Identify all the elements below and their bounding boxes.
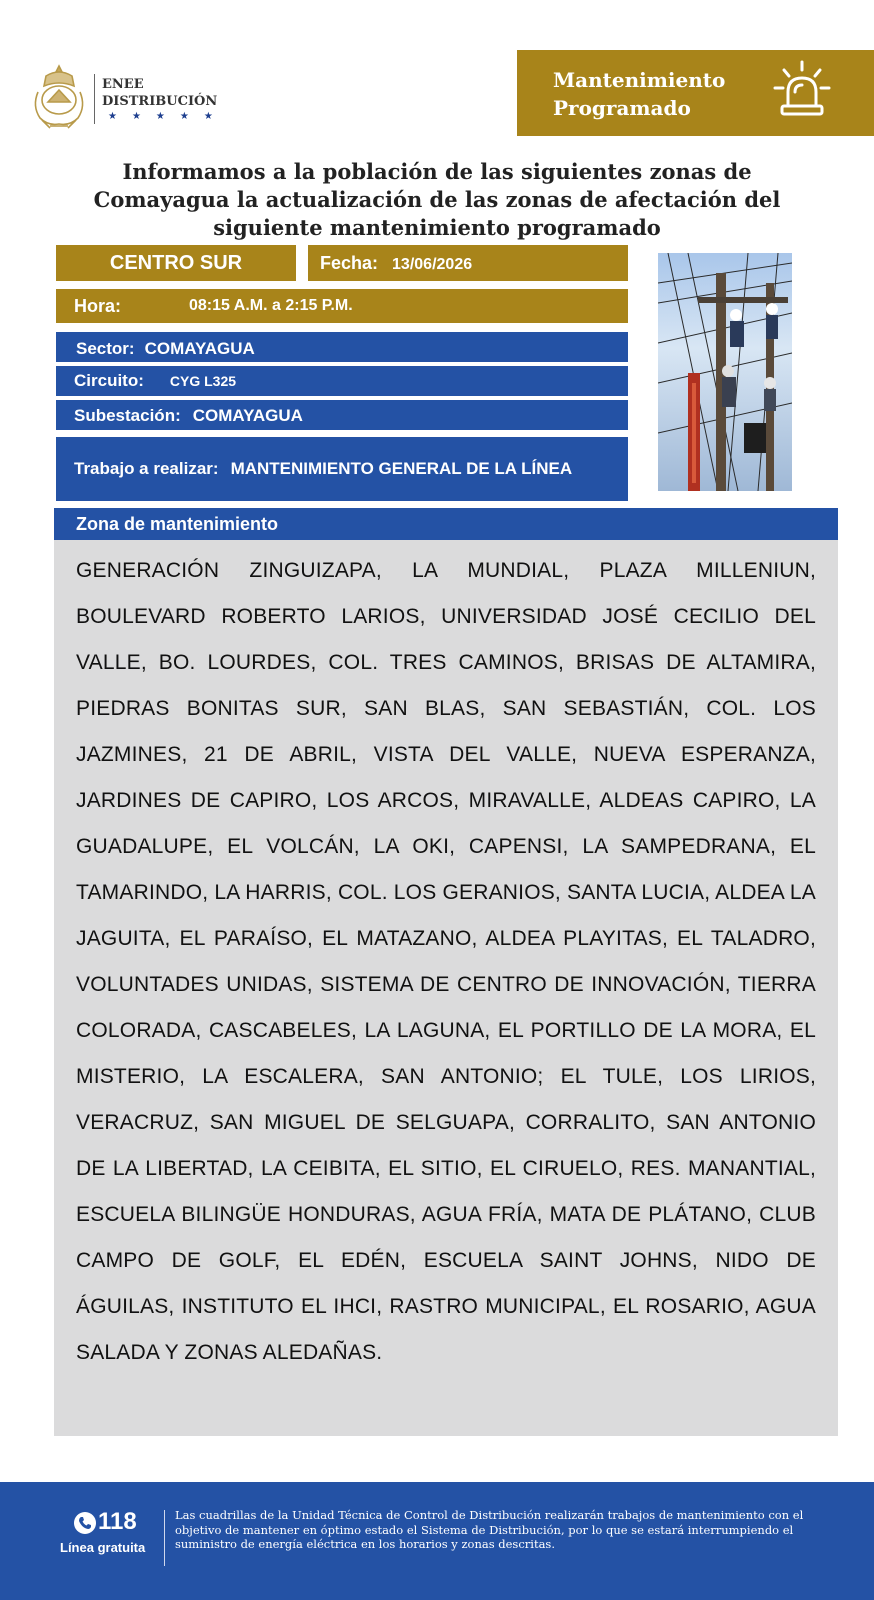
lineworkers-photo [658, 253, 792, 491]
substation-label: Subestación: [74, 406, 181, 425]
sector-bar [56, 332, 628, 362]
org-line2: DISTRIBUCIÓN [102, 94, 218, 109]
maintenance-banner [517, 50, 874, 136]
sector-value: COMAYAGUA [144, 339, 255, 358]
banner-title: Mantenimiento Programado [553, 68, 726, 120]
logo-stars: ★★★★★ [108, 111, 228, 122]
time-bar [56, 289, 628, 323]
phone-number[interactable]: 118 [98, 1508, 137, 1535]
time-value: 08:15 A.M. a 2:15 P.M. [189, 297, 353, 314]
org-line1: ENEE [102, 77, 144, 92]
zone-list: GENERACIÓN ZINGUIZAPA, LA MUNDIAL, PLAZA MILLENIUN, BOULEVARD ROBERTO LARIOS, UNIVERSIDAD JOSÉ CECILIO DEL VALLE, BO. LOURDES, COL. TRES CAMINOS, BRISAS DE ALTAMIRA, PIEDRAS BONITAS SUR, SAN BLAS, SAN SEBASTIÁN, COL. LOS JAZMINES, 21 DE ABRIL, VISTA DEL VALLE, NUEVA ESPERANZA, JARDINES DE CAPIRO, LOS ARCOS, MIRAVALLE, ALDEAS CAPIRO, LA GUADALUPE, EL VOLCÁN, LA OKI, CAPENSI, LA SAMPEDRANA, EL TAMARINDO, LA HARRIS, COL. LOS GERANIOS, SANTA LUCIA, ALDEA LA JAGUITA, EL PARAÍSO, EL MATAZANO, ALDEA PLAYITAS, EL TALADRO, VOLUNTADES UNIDAS, SISTEMA DE CENTRO DE INNOVACIÓN, TIERRA COLORADA, CASCABELES, LA LAGUNA, EL PORTILLO DE LA MORA, EL MISTERIO, LA ESCALERA, SAN ANTONIO; EL TULE, LOS LIRIOS, VERACRUZ, SAN MIGUEL DE SELGUAPA, CORRALITO, SAN ANTONIO DE LA LIBERTAD, LA CEIBITA, EL SITIO, EL CIRUELO, RES. MANANTIAL, ESCUELA BILINGÜE HONDURAS, AGUA FRÍA, MATA DE PLÁTANO, CLUB CAMPO DE GOLF, EL EDÉN, ESCUELA SAINT JOHNS, NIDO DE ÁGUILAS, INSTITUTO EL IHCI, RASTRO MUNICIPAL, EL ROSARIO, AGUA SALADA Y ZONAS ALEDAÑAS. [76, 559, 816, 1364]
org-name [102, 76, 217, 110]
region-badge: CENTRO SUR [56, 245, 296, 281]
phone-label: Línea gratuita [60, 1540, 146, 1555]
footer [0, 1482, 874, 1600]
sector-label: Sector: [76, 339, 135, 358]
footer-note: Las cuadrillas de la Unidad Técnica de Control de Distribución realizarán trabajos de mantenimiento con el objetivo de mantener en óptimo estado el Sistema de Distribución, por lo que se estará interrumpiendo el suministro de energía eléctrica en los horarios y zonas descritas. [175, 1508, 804, 1551]
zone-box [54, 540, 838, 1436]
logo-divider [94, 74, 95, 124]
honduras-seal-icon [28, 62, 90, 132]
work-label: Trabajo a realizar: [74, 459, 219, 478]
date-value: 13/06/2026 [392, 256, 473, 273]
date-bar [308, 245, 628, 281]
circuit-bar [56, 366, 628, 396]
intro-text: Informamos a la población de las siguientes zonas de Comayagua la actualización de las zonas de afectación del siguiente mantenimiento programado [93, 159, 781, 240]
circuit-value: CYG L325 [169, 373, 237, 389]
circuit-label: Circuito: [74, 371, 144, 390]
zone-heading: Zona de mantenimiento [54, 508, 838, 540]
phone-icon [74, 1512, 96, 1534]
time-label: Hora: [74, 296, 122, 316]
date-label: Fecha: [320, 253, 379, 273]
work-bar [56, 437, 628, 501]
alarm-light-icon [770, 58, 834, 122]
work-value: MANTENIMIENTO GENERAL DE LA LÍNEA [230, 459, 573, 478]
substation-value: COMAYAGUA [192, 406, 303, 425]
footer-divider [164, 1510, 165, 1566]
substation-bar [56, 400, 628, 430]
